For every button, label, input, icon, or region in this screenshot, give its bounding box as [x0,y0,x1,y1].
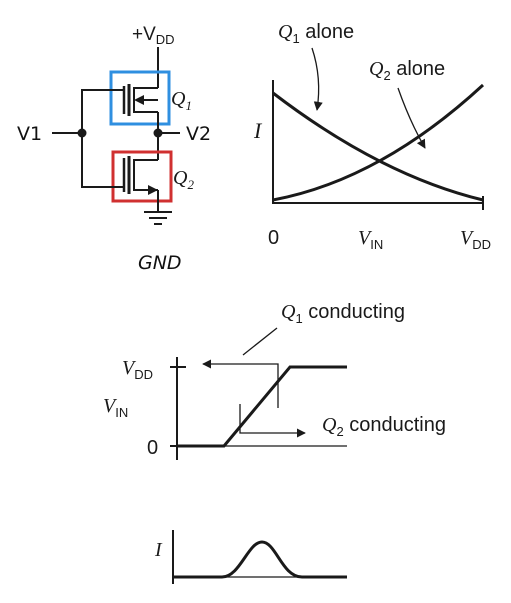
q2-alone-curve [273,85,483,200]
q1-conducting-annotation: $Q_1$ conducting [281,301,405,326]
q1-arrow-icon [134,95,144,105]
y-tick-zero: 0 [147,437,159,459]
gate-wire [82,90,124,187]
output-label: V2 [186,123,212,145]
transfer-plot [103,301,446,460]
x-tick-vin: $V_{IN}$ [358,227,384,252]
x-tick-zero: 0 [268,227,280,249]
supply-label: $+V_{DD}$ [132,24,175,47]
q1-conducting-leader [243,328,277,355]
q2-conducting-annotation: $Q_2$ conducting [322,414,446,439]
q1-conducting-arrow [203,364,278,408]
q1-alone-annotation: $Q_1$ alone [278,21,355,46]
ground-icon [144,212,172,224]
q1-alone-arrow [312,48,319,110]
q1-alone-curve [273,93,483,200]
input-label: V1 [17,123,43,145]
y-tick-vdd: $V_{DD}$ [122,357,153,382]
current-pulse-curve [173,542,347,577]
q2-label: $Q_2$ [173,167,194,192]
current-plot-ylabel: I [254,118,262,143]
x-tick-vdd: $V_{DD}$ [460,227,491,252]
current-plot-axes [273,80,483,203]
current-plot [253,21,491,252]
transfer-ylabel: $V_{IN}$ [103,395,129,420]
q2-arrow-icon [148,185,158,195]
q2-nmos-transistor [113,152,194,201]
q2-channel-wire [134,160,158,190]
q2-alone-arrow [398,88,425,148]
q2-conducting-arrow [240,404,305,433]
q1-pmos-transistor [111,72,192,124]
q1-label: $Q_1$ [171,88,192,113]
q2-alone-annotation: $Q_2$ alone [369,58,446,83]
cmos-inverter-circuit [17,24,211,274]
pulse-plot [154,530,347,584]
pulse-ylabel: I [155,539,162,561]
ground-label: GND [138,252,182,274]
